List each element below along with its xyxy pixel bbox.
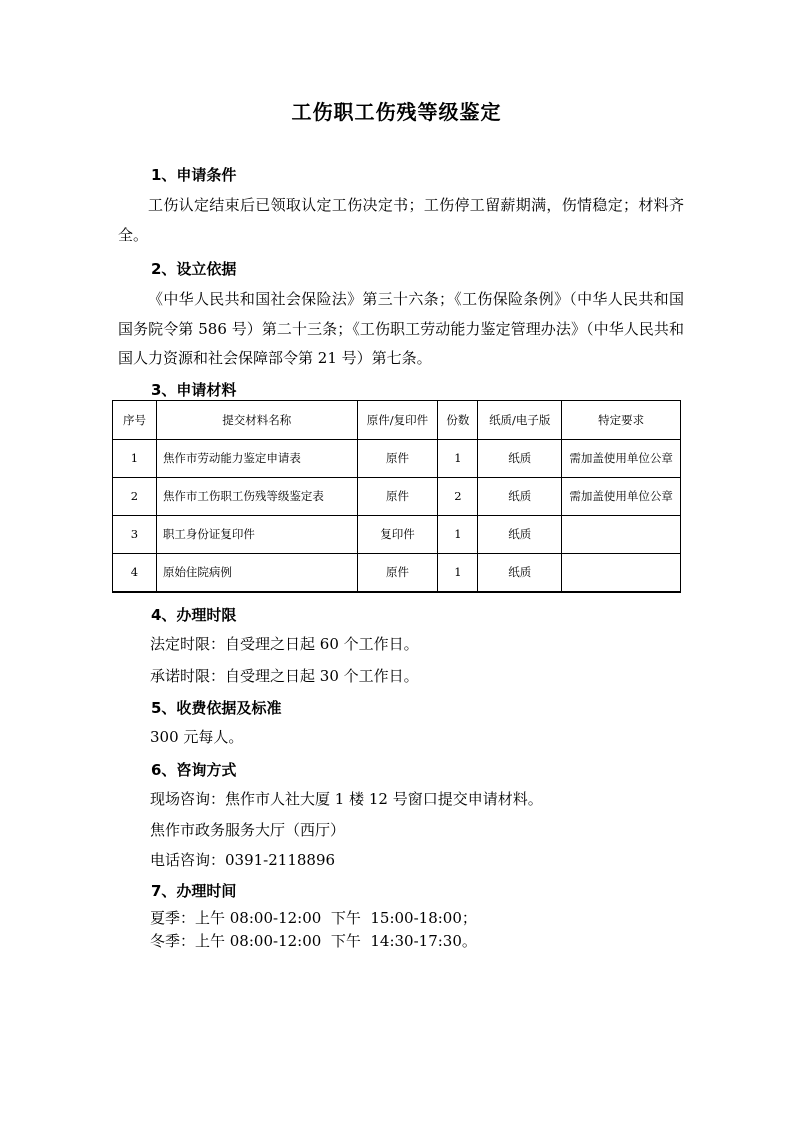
table-header: 份数 (438, 401, 478, 440)
cell-count: 2 (438, 478, 478, 516)
materials-table (112, 400, 681, 593)
section-heading-consultation: 6、咨询方式 (151, 761, 237, 779)
cell-count: 1 (438, 554, 478, 593)
cell-requirement: 需加盖使用单位公章 (562, 440, 681, 478)
service-hall: 焦作市政务服务大厅（西厅） (150, 821, 346, 839)
table-header: 提交材料名称 (156, 401, 357, 440)
section-heading-hours: 7、办理时间 (151, 882, 237, 900)
section-heading-time-limit: 4、办理时限 (151, 606, 237, 624)
cell-type: 原件 (357, 478, 438, 516)
cell-format: 纸质 (478, 516, 562, 554)
cell-type: 复印件 (357, 516, 438, 554)
cell-count: 1 (438, 440, 478, 478)
page-title: 工伤职工伤残等级鉴定 (291, 100, 502, 124)
cell-no: 1 (113, 440, 157, 478)
section-heading-conditions: 1、申请条件 (151, 166, 237, 184)
basis-text: 《中华人民共和国社会保险法》第三十六条；《工伤保险条例》（中华人民共和国国务院令第 586 号）第二十三条；《工伤职工劳动能力鉴定管理办法》（中华人民共和国人力资源和社会保障部令第 21 号）第七条。 (118, 290, 684, 367)
cell-requirement (562, 516, 681, 554)
table-row (113, 516, 681, 554)
cell-name: 焦作市劳动能力鉴定申请表 (156, 440, 357, 478)
table-header: 原件/复印件 (357, 401, 438, 440)
cell-type: 原件 (357, 440, 438, 478)
table-header: 纸质/电子版 (478, 401, 562, 440)
cell-name: 原始住院病例 (156, 554, 357, 593)
table-header: 序号 (113, 401, 157, 440)
cell-name: 焦作市工伤职工伤残等级鉴定表 (156, 478, 357, 516)
table-row (113, 554, 681, 593)
section-heading-materials: 3、申请材料 (151, 381, 237, 399)
cell-no: 4 (113, 554, 157, 593)
cell-requirement (562, 554, 681, 593)
phone-consultation: 电话咨询：0391-2118896 (150, 851, 336, 869)
cell-format: 纸质 (478, 478, 562, 516)
cell-type: 原件 (357, 554, 438, 593)
onsite-consultation: 现场咨询：焦作市人社大厦 1 楼 12 号窗口提交申请材料。 (150, 790, 543, 808)
summer-hours: 夏季：上午 08:00-12:00 下午 15:00-18:00； (150, 909, 477, 927)
promised-time-limit: 承诺时限：自受理之日起 30 个工作日。 (150, 667, 419, 685)
table-row (113, 440, 681, 478)
winter-hours: 冬季：上午 08:00-12:00 下午 14:30-17:30。 (150, 932, 477, 950)
conditions-text: 工伤认定结束后已领取认定工伤决定书；工伤停工留薪期满，伤情稳定；材料齐全。 (118, 196, 684, 244)
cell-no: 2 (113, 478, 157, 516)
section-heading-basis: 2、设立依据 (151, 260, 237, 278)
cell-no: 3 (113, 516, 157, 554)
cell-requirement: 需加盖使用单位公章 (562, 478, 681, 516)
table-header-row (113, 401, 681, 440)
cell-format: 纸质 (478, 554, 562, 593)
cell-format: 纸质 (478, 440, 562, 478)
cell-count: 1 (438, 516, 478, 554)
table-row (113, 478, 681, 516)
fee-text: 300 元每人。 (150, 728, 244, 746)
table-header: 特定要求 (562, 401, 681, 440)
section-heading-fees: 5、收费依据及标准 (151, 699, 282, 717)
legal-time-limit: 法定时限：自受理之日起 60 个工作日。 (150, 635, 419, 653)
cell-name: 职工身份证复印件 (156, 516, 357, 554)
